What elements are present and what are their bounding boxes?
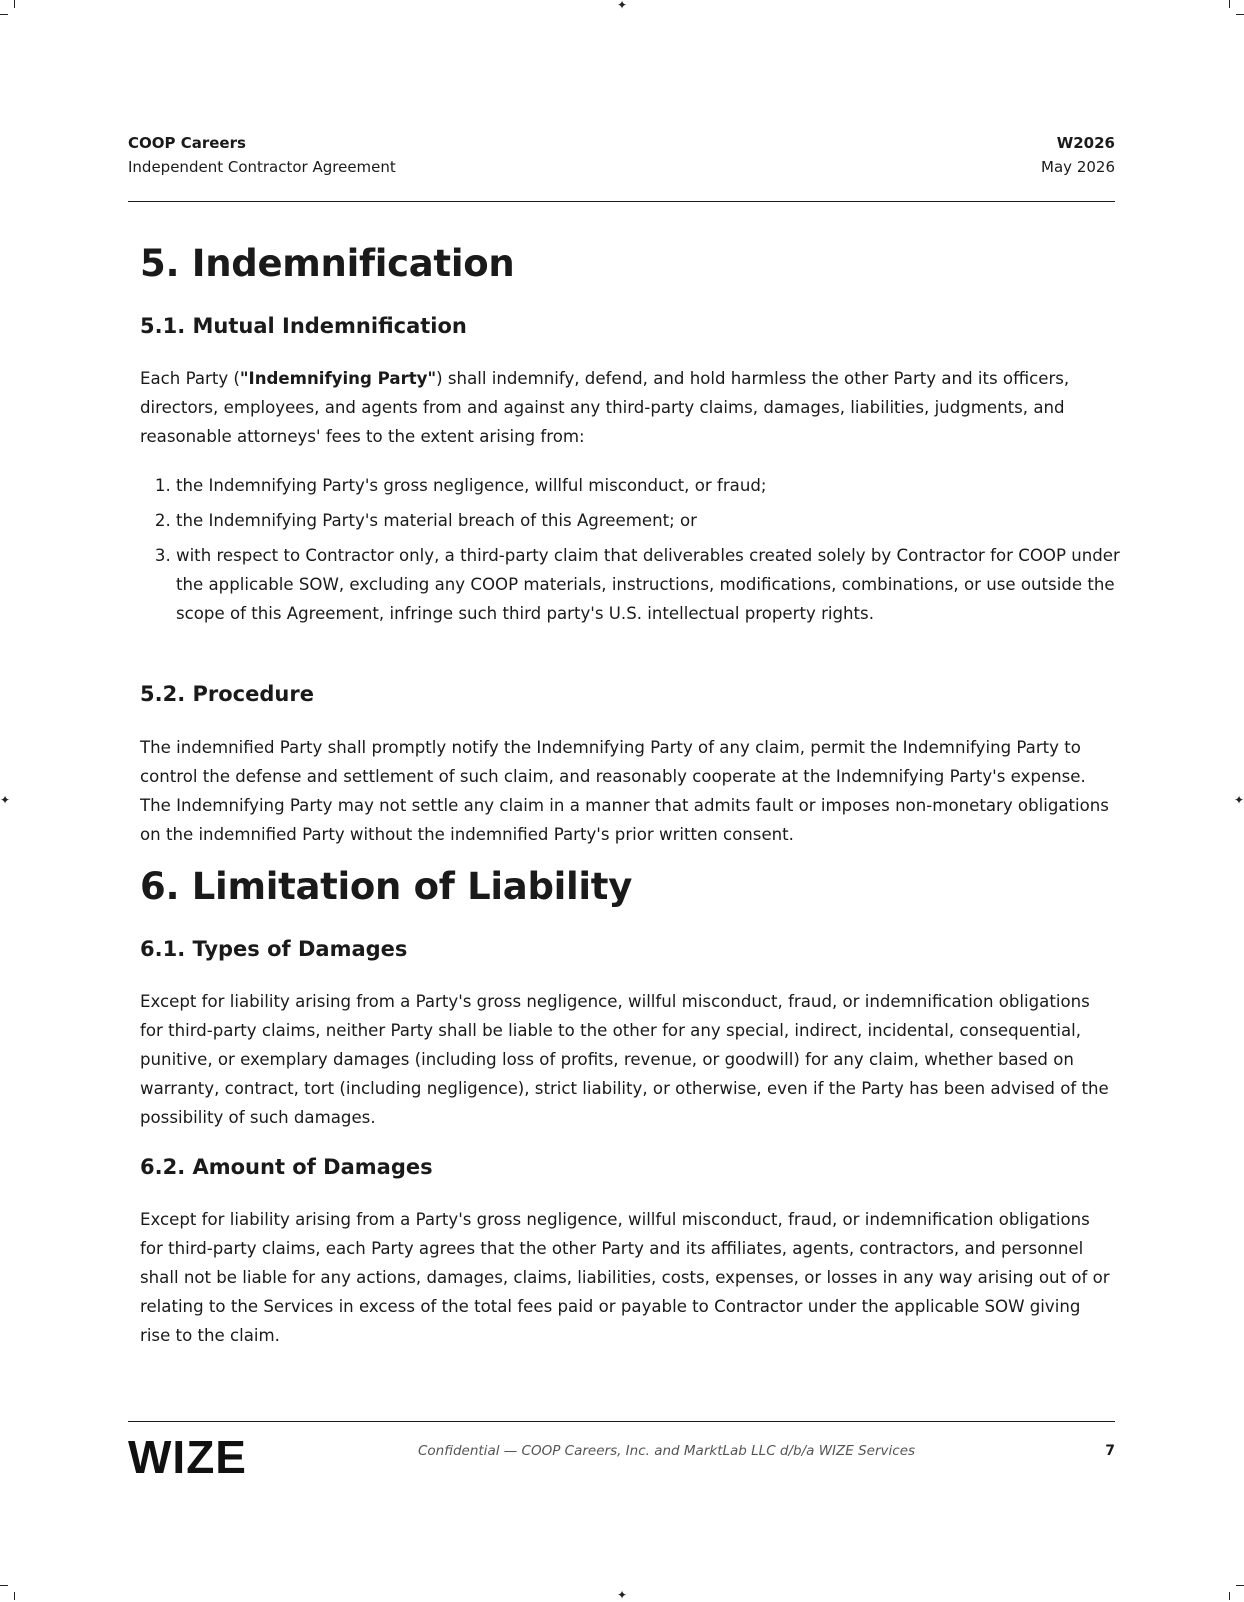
page-number: 7 [1105, 1443, 1115, 1459]
header-left [128, 131, 396, 179]
intro-suffix: ) shall indemnify, defend, and hold harmless the other Party and its officers, directors, employees, and agents from and against any third-party claims, damages, liabilities, judgments, and reasonable attorneys' fees to the extent arising from: [140, 369, 1070, 446]
section-6-1-body: Except for liability arising from a Party's gross negligence, willful misconduct, fraud, or indemnification obligations for third-party claims, neither Party shall be liable to the other for any special, indirect, incidental, consequential, punitive, or exemplary damages (including loss of profits, revenue, or goodwill) for any claim, whether based on warranty, contract, tort (including negligence), strict liability, or otherwise, even if the Party has been advised of the possibility of such damages. [140, 992, 1109, 1127]
registration-mark-icon: ✦ [1234, 793, 1244, 807]
document-code: W2026 [1056, 134, 1115, 152]
page-footer [128, 1421, 1115, 1482]
registration-mark-icon: ✦ [617, 1588, 628, 1602]
section-6-heading: 6. Limitation of Liability [140, 865, 633, 908]
crop-mark [0, 1585, 8, 1586]
intro-prefix: Each Party ( [140, 369, 240, 388]
confidential-notice: Confidential — COOP Careers, Inc. and MarktLab LLC d/b/a WIZE Services [418, 1443, 916, 1459]
section-6-1-heading: 6.1. Types of Damages [140, 937, 408, 961]
header-right [1041, 131, 1115, 179]
document-title: Independent Contractor Agreement [128, 158, 396, 176]
section-5-2-body: The indemnified Party shall promptly notify the Indemnifying Party of any claim, permit the Indemnifying Party to control the defense and settlement of such claim, and reasonably cooperate at the Indemnifying Party's expense. The Indemnifying Party may not settle any claim in a manner that admits fault or imposes non-monetary obligations on the indemnified Party without the indemnified Party's prior written consent. [140, 738, 1109, 844]
document-date: May 2026 [1041, 158, 1115, 176]
list-item: 2. the Indemnifying Party's material breach of this Agreement; or [176, 506, 1151, 535]
section-6-2-body: Except for liability arising from a Party's gross negligence, willful misconduct, fraud, or indemnification obligations for third-party claims, each Party agrees that the other Party and its affiliates, agents, contractors, and personnel shall not be liable for any actions, damages, claims, liabilities, costs, expenses, or losses in any way arising out of or relating to the Services in excess of the total fees paid or payable to Contractor under the applicable SOW giving rise to the claim. [140, 1210, 1110, 1345]
section-5-heading: 5. Indemnification [140, 242, 515, 285]
registration-mark-icon: ✦ [0, 793, 11, 807]
wize-logo: WIZE [128, 1431, 247, 1483]
crop-mark [14, 1592, 15, 1600]
crop-mark [0, 14, 8, 15]
crop-mark [1229, 1592, 1230, 1600]
page-header [128, 131, 1115, 202]
section-5-1-heading: 5.1. Mutual Indemnification [140, 314, 467, 338]
defined-term: "Indemnifying Party" [239, 369, 437, 388]
section-5-1-intro [140, 364, 1115, 451]
registration-mark-icon: ✦ [617, 0, 628, 12]
list-item: 1. the Indemnifying Party's gross negligence, willful misconduct, or fraud; [176, 471, 1151, 500]
crop-mark [1229, 0, 1230, 8]
list-item: 3. with respect to Contractor only, a third-party claim that deliverables created solely by Contractor for COOP under the applicable SOW, excluding any COOP materials, instructions, modifications, combinations, or use outside the scope of this Agreement, infringe such third party's U.S. intellectual property rights. [176, 541, 1151, 628]
company-name: COOP Careers [128, 134, 246, 152]
crop-mark [14, 0, 15, 8]
section-6-2-heading: 6.2. Amount of Damages [140, 1155, 433, 1179]
indemnification-list [140, 471, 1151, 634]
crop-mark [1236, 1585, 1244, 1586]
crop-mark [1236, 14, 1244, 15]
section-5-2-heading: 5.2. Procedure [140, 682, 314, 706]
